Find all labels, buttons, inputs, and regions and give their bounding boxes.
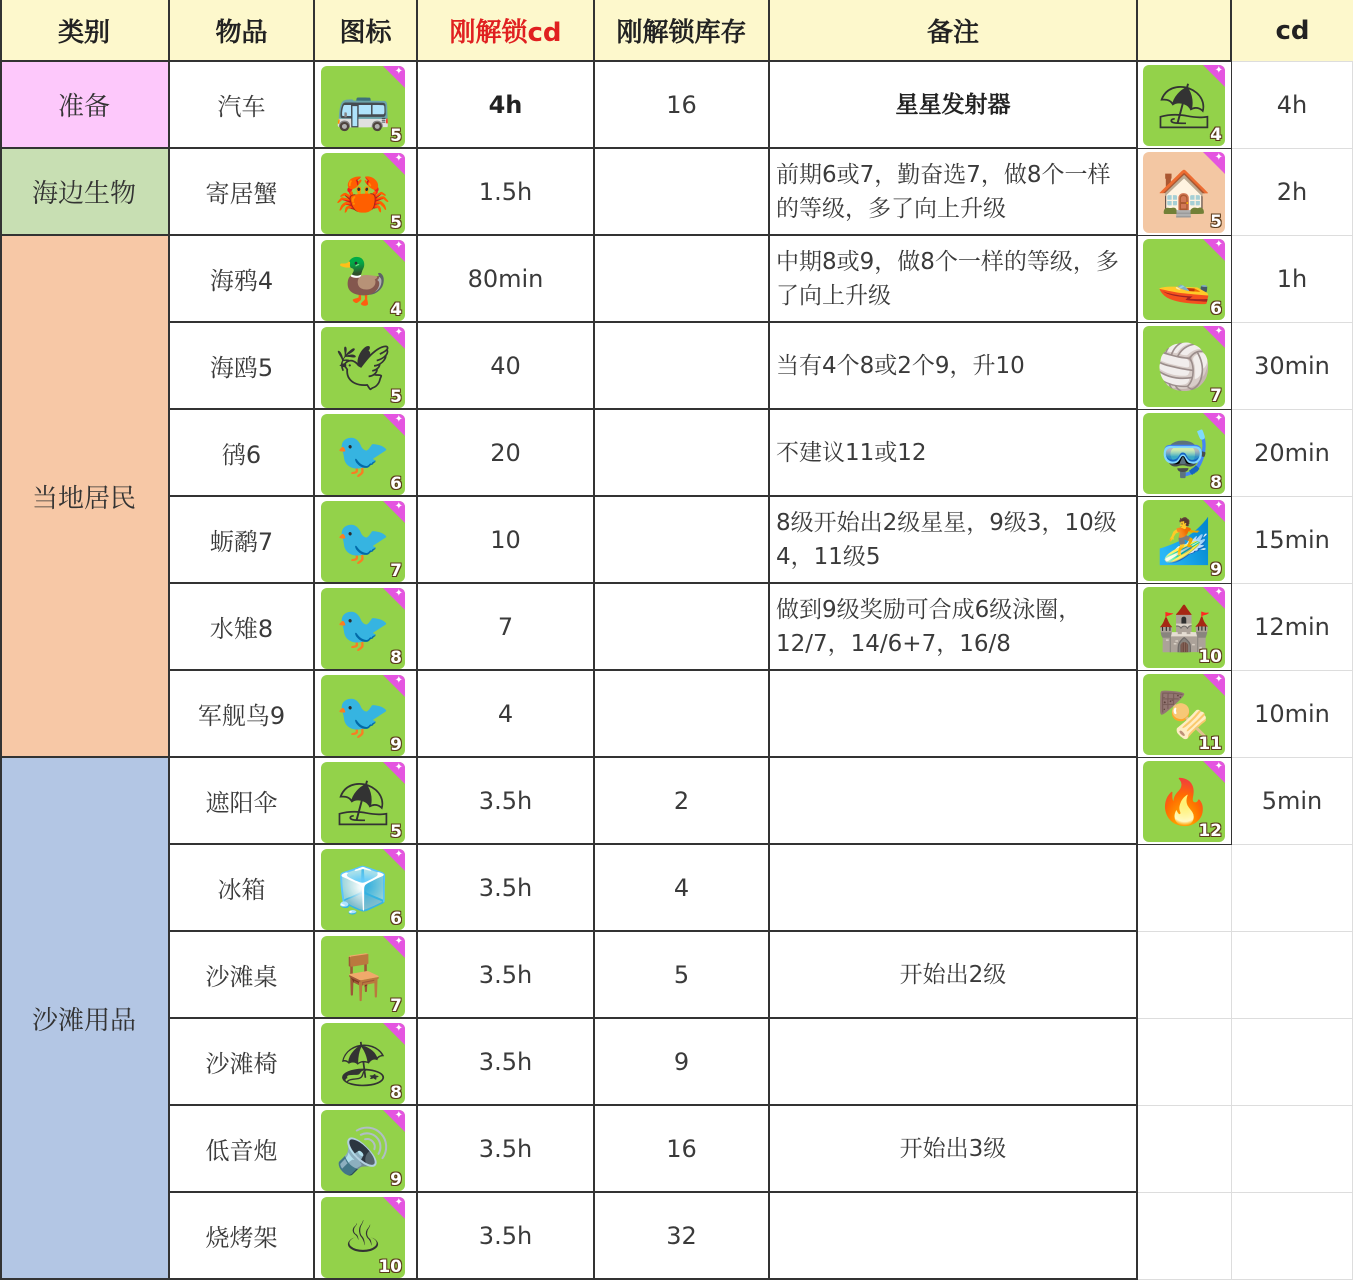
unlock-cd-cell[interactable]: 10 — [418, 497, 595, 584]
fridge-icon[interactable] — [321, 849, 405, 930]
parasol-chair-glyph: ⛱ — [1156, 80, 1212, 132]
unlock-cd-cell[interactable]: 3.5h — [418, 1193, 595, 1280]
bus-icon[interactable] — [321, 66, 405, 147]
surfboard-icon[interactable] — [1143, 500, 1225, 581]
unlock-cd-cell[interactable]: 4 — [418, 671, 595, 758]
unlock-stock-cell[interactable] — [595, 584, 770, 671]
level-badge: 5 — [390, 387, 402, 407]
note-cell[interactable] — [770, 1019, 1138, 1106]
unlock-stock-cell[interactable] — [595, 671, 770, 758]
speaker-icon[interactable] — [321, 1110, 405, 1191]
level-badge: 9 — [390, 1170, 402, 1190]
level-badge: 6 — [1210, 299, 1222, 319]
unlock-cd-cell[interactable]: 3.5h — [418, 1106, 595, 1193]
sparkle-icon: ✦ — [1214, 65, 1223, 76]
level-badge: 4 — [1210, 125, 1222, 145]
frigatebird-glyph: 🐦 — [335, 690, 391, 742]
unlock-cd-cell[interactable]: 40 — [418, 323, 595, 410]
bus-glyph: 🚌 — [335, 81, 391, 133]
note-cell[interactable]: 做到9级奖励可合成6级泳圈，12/7，14/6+7，16/8 — [770, 584, 1138, 671]
side-cd-cell[interactable]: 4h — [1232, 62, 1353, 149]
level-badge: 8 — [390, 1083, 402, 1103]
level-badge: 5 — [390, 822, 402, 842]
sea-crow-icon[interactable] — [321, 240, 405, 321]
level-badge: 10 — [378, 1257, 402, 1277]
sparkle-icon: ✦ — [394, 153, 403, 164]
side-cd-cell[interactable]: 30min — [1232, 323, 1353, 410]
parasol-glyph: ⛱ — [335, 777, 391, 829]
side-cd-cell[interactable] — [1232, 1019, 1353, 1106]
fridge-glyph: 🧊 — [335, 864, 391, 916]
category-cell[interactable]: 沙滩用品 — [0, 758, 170, 1280]
hermit-crab-glyph: 🦀 — [335, 168, 391, 220]
plover-glyph: 🐦 — [335, 429, 391, 481]
sandcastle-icon[interactable] — [1143, 587, 1225, 668]
jacana-glyph: 🐦 — [335, 603, 391, 655]
speaker-glyph: 🔊 — [335, 1125, 391, 1177]
oystercatcher-icon[interactable] — [321, 501, 405, 582]
item-name-cell[interactable]: 低音炮 — [170, 1106, 315, 1193]
sparkle-icon: ✦ — [394, 414, 403, 425]
beach-table-glyph: 🪑 — [335, 951, 391, 1003]
unlock-stock-cell[interactable]: 9 — [595, 1019, 770, 1106]
level-badge: 6 — [390, 909, 402, 929]
side-cd-cell[interactable]: 5min — [1232, 758, 1353, 845]
frigatebird-icon[interactable] — [321, 675, 405, 756]
header-category[interactable]: 类别 — [0, 0, 170, 62]
unlock-stock-cell[interactable] — [595, 410, 770, 497]
unlock-stock-cell[interactable] — [595, 323, 770, 410]
level-badge: 5 — [390, 213, 402, 233]
unlock-stock-cell[interactable] — [595, 497, 770, 584]
sparkle-icon: ✦ — [1214, 587, 1223, 598]
item-name-cell[interactable]: 蛎鹬7 — [170, 497, 315, 584]
item-name-cell[interactable]: 汽车 — [170, 62, 315, 149]
note-cell[interactable]: 当有4个8或2个9，升10 — [770, 323, 1138, 410]
sparkle-icon: ✦ — [394, 762, 403, 773]
note-cell[interactable] — [770, 758, 1138, 845]
seagull-icon[interactable] — [321, 327, 405, 408]
volleyball-icon[interactable] — [1143, 326, 1225, 407]
item-name-cell[interactable]: 遮阳伞 — [170, 758, 315, 845]
item-name-cell[interactable]: 沙滩桌 — [170, 932, 315, 1019]
sparkle-icon: ✦ — [394, 588, 403, 599]
surfboard-glyph: 🏄 — [1156, 515, 1212, 567]
unlock-cd-cell[interactable]: 80min — [418, 236, 595, 323]
item-name-cell[interactable]: 军舰鸟9 — [170, 671, 315, 758]
item-name-cell[interactable]: 沙滩椅 — [170, 1019, 315, 1106]
side-icon-cell — [1138, 1193, 1232, 1280]
unlock-cd-cell[interactable]: 3.5h — [418, 1019, 595, 1106]
sparkle-icon: ✦ — [1214, 500, 1223, 511]
unlock-cd-cell[interactable]: 20 — [418, 410, 595, 497]
note-cell[interactable]: 开始出2级 — [770, 932, 1138, 1019]
item-name-cell[interactable]: 鸻6 — [170, 410, 315, 497]
beach-hut-icon[interactable] — [1143, 152, 1225, 233]
sparkle-icon: ✦ — [394, 936, 403, 947]
sparkle-icon: ✦ — [394, 327, 403, 338]
unlock-cd-cell[interactable]: 3.5h — [418, 845, 595, 932]
sparkle-icon: ✦ — [394, 1110, 403, 1121]
level-badge: 9 — [390, 735, 402, 755]
level-badge: 6 — [390, 474, 402, 494]
header-icon[interactable]: 图标 — [315, 0, 418, 62]
seagull-glyph: 🕊 — [335, 342, 391, 394]
unlock-stock-cell[interactable]: 16 — [595, 62, 770, 149]
sparkle-icon: ✦ — [394, 1197, 403, 1208]
unlock-cd-cell[interactable]: 3.5h — [418, 932, 595, 1019]
unlock-stock-cell[interactable]: 5 — [595, 932, 770, 1019]
level-badge: 7 — [390, 561, 402, 581]
beach-chair-glyph: 🏖 — [335, 1038, 391, 1090]
plover-icon[interactable] — [321, 414, 405, 495]
note-cell[interactable]: 中期8或9，做8个一样的等级，多了向上升级 — [770, 236, 1138, 323]
sparkle-icon: ✦ — [1214, 413, 1223, 424]
level-badge: 4 — [390, 300, 402, 320]
snorkel-goggles-glyph: 🤿 — [1156, 428, 1212, 480]
jet-ski-icon[interactable] — [1143, 239, 1225, 320]
beach-chair-icon[interactable] — [321, 1023, 405, 1104]
level-badge: 9 — [1210, 560, 1222, 580]
sparkle-icon: ✦ — [394, 1023, 403, 1034]
unlock-stock-cell[interactable]: 32 — [595, 1193, 770, 1280]
note-cell[interactable]: 8级开始出2级星星，9级3，10级4，11级5 — [770, 497, 1138, 584]
volleyball-glyph: 🏐 — [1156, 341, 1212, 393]
parasol-chair-icon[interactable] — [1143, 65, 1225, 146]
unlock-stock-cell[interactable] — [595, 236, 770, 323]
note-cell[interactable]: 前期6或7，勤奋选7，做8个一样的等级，多了向上升级 — [770, 149, 1138, 236]
note-cell[interactable]: 不建议11或12 — [770, 410, 1138, 497]
item-name-cell[interactable]: 水雉8 — [170, 584, 315, 671]
header-item[interactable]: 物品 — [170, 0, 315, 62]
level-badge: 5 — [390, 126, 402, 146]
header-notes[interactable]: 备注 — [770, 0, 1138, 62]
header-unlock-stock[interactable]: 刚解锁库存 — [595, 0, 770, 62]
sparkle-icon: ✦ — [394, 675, 403, 686]
item-name-cell[interactable]: 寄居蟹 — [170, 149, 315, 236]
side-icon-cell — [1138, 932, 1232, 1019]
category-cell[interactable]: 准备 — [0, 62, 170, 149]
note-cell[interactable] — [770, 845, 1138, 932]
sparkle-icon: ✦ — [394, 501, 403, 512]
sparkle-icon: ✦ — [394, 66, 403, 77]
parasol-icon[interactable] — [321, 762, 405, 843]
side-cd-cell[interactable]: 2h — [1232, 149, 1353, 236]
level-badge: 11 — [1198, 734, 1222, 754]
level-badge: 5 — [1210, 212, 1222, 232]
side-cd-cell[interactable]: 1h — [1232, 236, 1353, 323]
category-cell[interactable]: 海边生物 — [0, 149, 170, 236]
sparkle-icon: ✦ — [1214, 326, 1223, 337]
jet-ski-glyph: 🚤 — [1156, 254, 1212, 306]
beach-hut-glyph: 🏠 — [1156, 167, 1212, 219]
unlock-stock-cell[interactable] — [595, 149, 770, 236]
sandcastle-glyph: 🏰 — [1156, 602, 1212, 654]
side-cd-cell[interactable] — [1232, 845, 1353, 932]
side-cd-cell[interactable] — [1232, 1106, 1353, 1193]
grill-glyph: ♨ — [343, 1212, 383, 1263]
side-cd-cell[interactable] — [1232, 1193, 1353, 1280]
level-badge: 7 — [1210, 386, 1222, 406]
snorkel-goggles-icon[interactable] — [1143, 413, 1225, 494]
level-badge: 7 — [390, 996, 402, 1016]
note-cell[interactable]: 星星发射器 — [770, 62, 1138, 149]
sea-crow-glyph: 🦆 — [335, 255, 391, 307]
item-name-cell[interactable]: 烧烤架 — [170, 1193, 315, 1280]
note-cell[interactable] — [770, 1193, 1138, 1280]
side-cd-cell[interactable]: 12min — [1232, 584, 1353, 671]
unlock-cd-cell[interactable]: 7 — [418, 584, 595, 671]
campfire-glyph: 🔥 — [1156, 776, 1212, 828]
side-cd-cell[interactable]: 15min — [1232, 497, 1353, 584]
level-badge: 8 — [390, 648, 402, 668]
sparkle-icon: ✦ — [1214, 152, 1223, 163]
side-cd-cell[interactable]: 20min — [1232, 410, 1353, 497]
bbq-glyph: 🍢 — [1156, 689, 1212, 741]
level-badge: 12 — [1198, 821, 1222, 841]
header-cd[interactable]: cd — [1232, 0, 1353, 62]
side-cd-cell[interactable] — [1232, 932, 1353, 1019]
sparkle-icon: ✦ — [1214, 239, 1223, 250]
left-border — [0, 0, 2, 1280]
beach-table-icon[interactable] — [321, 936, 405, 1017]
unlock-cd-cell[interactable]: 4h — [418, 62, 595, 149]
sparkle-icon: ✦ — [394, 849, 403, 860]
note-cell[interactable]: 开始出3级 — [770, 1106, 1138, 1193]
jacana-icon[interactable] — [321, 588, 405, 669]
hermit-crab-icon[interactable] — [321, 153, 405, 234]
unlock-cd-cell[interactable]: 3.5h — [418, 758, 595, 845]
category-cell[interactable]: 当地居民 — [0, 236, 170, 758]
level-badge: 8 — [1210, 473, 1222, 493]
oystercatcher-glyph: 🐦 — [335, 516, 391, 568]
grill-icon[interactable] — [321, 1197, 405, 1278]
side-icon-cell — [1138, 845, 1232, 932]
unlock-stock-cell[interactable]: 2 — [595, 758, 770, 845]
level-badge: 10 — [1198, 647, 1222, 667]
item-name-cell[interactable]: 冰箱 — [170, 845, 315, 932]
unlock-stock-cell[interactable]: 16 — [595, 1106, 770, 1193]
side-icon-cell — [1138, 1019, 1232, 1106]
header-unlock-cd[interactable]: 刚解锁cd — [418, 0, 595, 62]
unlock-stock-cell[interactable]: 4 — [595, 845, 770, 932]
note-cell[interactable] — [770, 671, 1138, 758]
side-cd-cell[interactable]: 10min — [1232, 671, 1353, 758]
sparkle-icon: ✦ — [1214, 761, 1223, 772]
item-name-cell[interactable]: 海鸥5 — [170, 323, 315, 410]
sparkle-icon: ✦ — [394, 240, 403, 251]
side-icon-cell — [1138, 1106, 1232, 1193]
unlock-cd-cell[interactable]: 1.5h — [418, 149, 595, 236]
item-name-cell[interactable]: 海鸦4 — [170, 236, 315, 323]
header-extra-icon[interactable] — [1138, 0, 1232, 62]
sparkle-icon: ✦ — [1214, 674, 1223, 685]
campfire-icon[interactable] — [1143, 761, 1225, 842]
bbq-icon[interactable] — [1143, 674, 1225, 755]
